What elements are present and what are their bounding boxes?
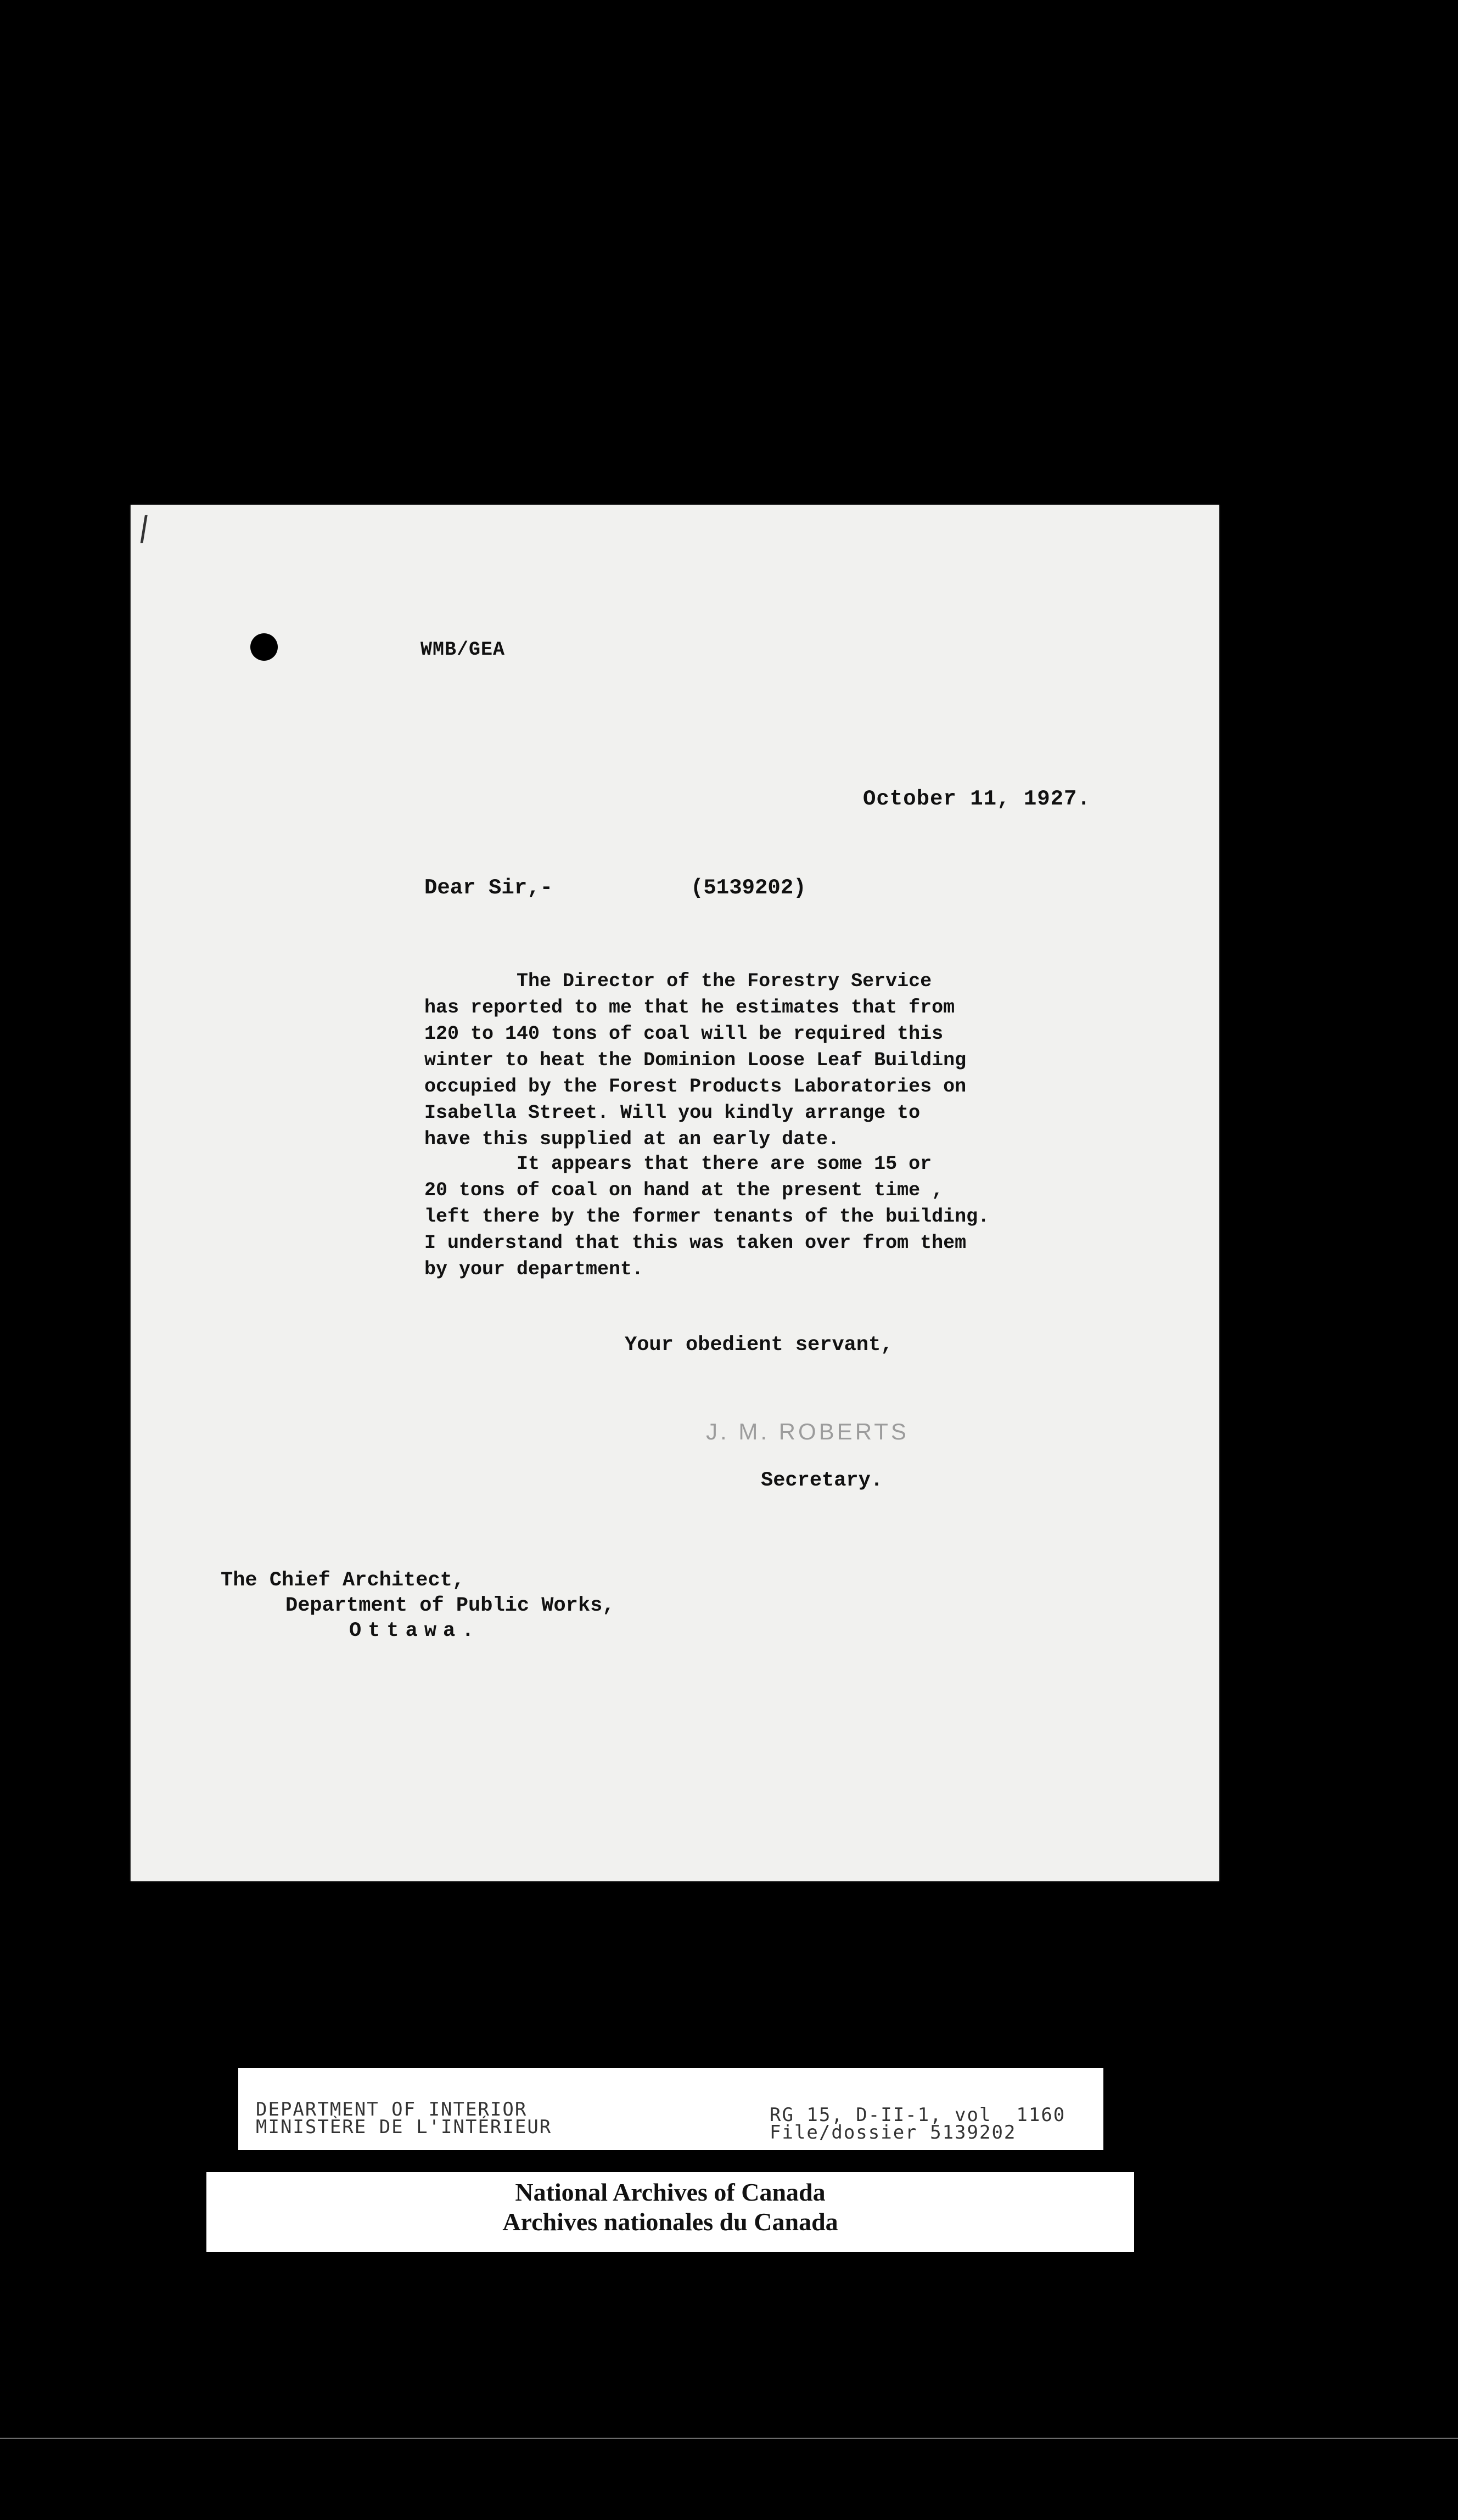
paragraph-line: have this supplied at an early date.	[424, 1128, 840, 1150]
file-number: (5139202)	[691, 876, 806, 900]
letter-date: October 11, 1927.	[863, 787, 1091, 811]
body-paragraph-2	[424, 1151, 989, 1282]
department-french: MINISTÈRE DE L'INTÉRIEUR	[256, 2116, 552, 2138]
paragraph-line: winter to heat the Dominion Loose Leaf Building	[424, 1049, 967, 1071]
archive-reference-slip	[238, 2068, 1103, 2150]
archive-name-english: National Archives of Canada	[515, 2178, 826, 2206]
paragraph-line: It appears that there are some 15 or	[424, 1153, 932, 1175]
paragraph-line: I understand that this was taken over from them	[424, 1232, 967, 1254]
archive-label	[206, 2172, 1134, 2252]
department-english: DEPARTMENT OF INTERIOR	[256, 2099, 528, 2120]
punch-hole	[250, 633, 278, 661]
paragraph-line: 20 tons of coal on hand at the present time ,	[424, 1179, 944, 1201]
body-paragraph-1	[424, 968, 966, 1152]
addressee-line-1: The Chief Architect,	[221, 1569, 465, 1592]
addressee-line-2: Department of Public Works,	[285, 1594, 615, 1617]
closing: Your obedient servant,	[625, 1334, 893, 1357]
paragraph-line: 120 to 140 tons of coal will be required this	[424, 1023, 944, 1045]
pencil-mark: /	[136, 508, 152, 549]
paragraph-line: by your department.	[424, 1258, 644, 1280]
film-edge-line	[0, 2438, 1458, 2439]
paragraph-line: The Director of the Forestry Service	[424, 970, 932, 992]
file-dossier: File/dossier 5139202	[770, 2122, 1017, 2144]
signature-stamp: J. M. ROBERTS	[706, 1419, 909, 1444]
paragraph-line: Isabella Street. Will you kindly arrange to	[424, 1102, 921, 1124]
archive-name-french: Archives nationales du Canada	[502, 2208, 838, 2236]
paragraph-line: has reported to me that he estimates that from	[424, 997, 955, 1019]
addressee-line-3: Ottawa.	[349, 1619, 481, 1643]
record-group: RG 15, D-II-1, vol 1160	[770, 2104, 1066, 2126]
reference-initials: WMB/GEA	[420, 639, 506, 661]
paragraph-line: occupied by the Forest Products Laboratories on	[424, 1076, 967, 1098]
letter-page	[131, 505, 1219, 1881]
salutation: Dear Sir,-	[424, 876, 553, 900]
paragraph-line: left there by the former tenants of the building.	[424, 1206, 990, 1228]
signatory-title: Secretary.	[761, 1469, 883, 1492]
